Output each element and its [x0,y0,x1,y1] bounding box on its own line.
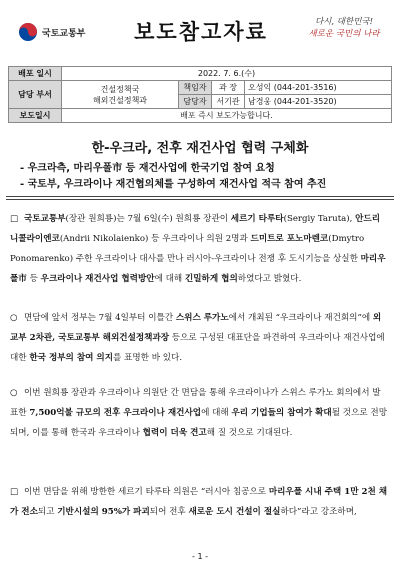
dept-line-1: 건설정책국 [100,84,140,94]
body-paragraph-2: ○ 면담에 앞서 정부는 7월 4일부터 이틀간 스위스 루가노에서 개최된 “우크라이나 재건회의”에 외교부 2차관, 국토교통부 해외건설정책과장 등으로 구성된 대표단을 파견하여 우크라이나 재건사업에 대한 한국 정부의 참여 의지를 표명한 바 있다. [10,308,388,368]
subtitle-1: - 우크라측, 마리우폴市 등 재건사업에 한국기업 참여 요청 [20,163,275,174]
ministry-name: 국토교통부 [42,28,86,39]
divider-line [6,196,394,197]
title-1: 과 장 [212,81,245,95]
release-value: 배포 즉시 보도가능합니다. [62,109,392,123]
date-label: 배포 일시 [9,67,62,81]
slogan-line-2: 새로운 국민의 나라 [308,29,380,39]
ministry-logo [18,22,85,42]
release-info-table [8,66,392,123]
body-paragraph-4: □ 이번 면담을 위해 방한한 세르기 타루타 의원은 “러시아 침공으로 마리우폴 시내 주택 1만 2천 채가 전소되고 기반시설의 95%가 파괴되어 전후 새로운 도시 건설이 절실하다”라고 강조하며, [10,482,388,522]
person-2: 남경웅 (044-201-3520) [245,95,392,109]
date-row [9,67,392,81]
person-1: 오성익 (044-201-3516) [245,81,392,95]
role-1: 책임자 [179,81,212,95]
circle-bullet: ○ [10,313,18,323]
contact-row-1 [9,81,392,95]
body-paragraph-1: □ 국토교통부(장관 원희룡)는 7월 6일(수) 원희룡 장관이 세르기 타루타(Sergiy Taruta), 안드리 니콜라이엔코(Andrii Nikolaienko) 등 우크라이나 의원 2명과 드미트로 포노마렌코(Dmytro Ponomarenko) 주한 우크라이나 대사를 만나 러시아-우크라이나 전쟁 후 도시기능을 상실한 마리우폴市 등 우크라이나 재건사업 협력방안에 대해 긴밀하게 협의하였다고 밝혔다. [10,209,388,289]
title-2: 서기관 [212,95,245,109]
dept-line-2: 해외건설정책과 [92,95,148,105]
date-value: 2022. 7. 6.(수) [62,67,392,81]
slogan-line-1: 다시, 대한민국! [314,17,374,27]
divider-line [6,199,394,200]
page-number: - 1 - [192,552,208,561]
square-bullet: □ [10,214,19,224]
document-type-title: 보도참고자료 [134,20,268,44]
document-header [6,8,394,56]
dept-value [62,81,179,109]
government-slogan [304,16,384,40]
circle-bullet: ○ [10,388,18,398]
dept-label: 담당 부서 [9,81,62,109]
square-bullet: □ [10,487,19,497]
role-2: 담당자 [179,95,212,109]
release-label: 보도일시 [9,109,62,123]
taegeuk-emblem-icon [18,22,38,42]
main-headline: 한-우크라, 전후 재건사업 협력 구체화 [91,141,309,156]
body-paragraph-3: ○ 이번 원희룡 장관과 우크라이나 의원단 간 면담을 통해 우크라이나가 스위스 루가노 회의에서 발표한 7,500억불 규모의 전후 우크라이나 재건사업에 대해 우리 기업들의 참여가 확대될 것으로 전망되며, 이를 통해 한국과 우크라이나 협력이 더욱 견고해 질 것으로 기대된다. [10,383,388,443]
release-row [9,109,392,123]
subtitle-2: - 국토부, 우크라이나 재건협의체를 구성하여 재건사업 적극 참여 추진 [20,179,327,190]
